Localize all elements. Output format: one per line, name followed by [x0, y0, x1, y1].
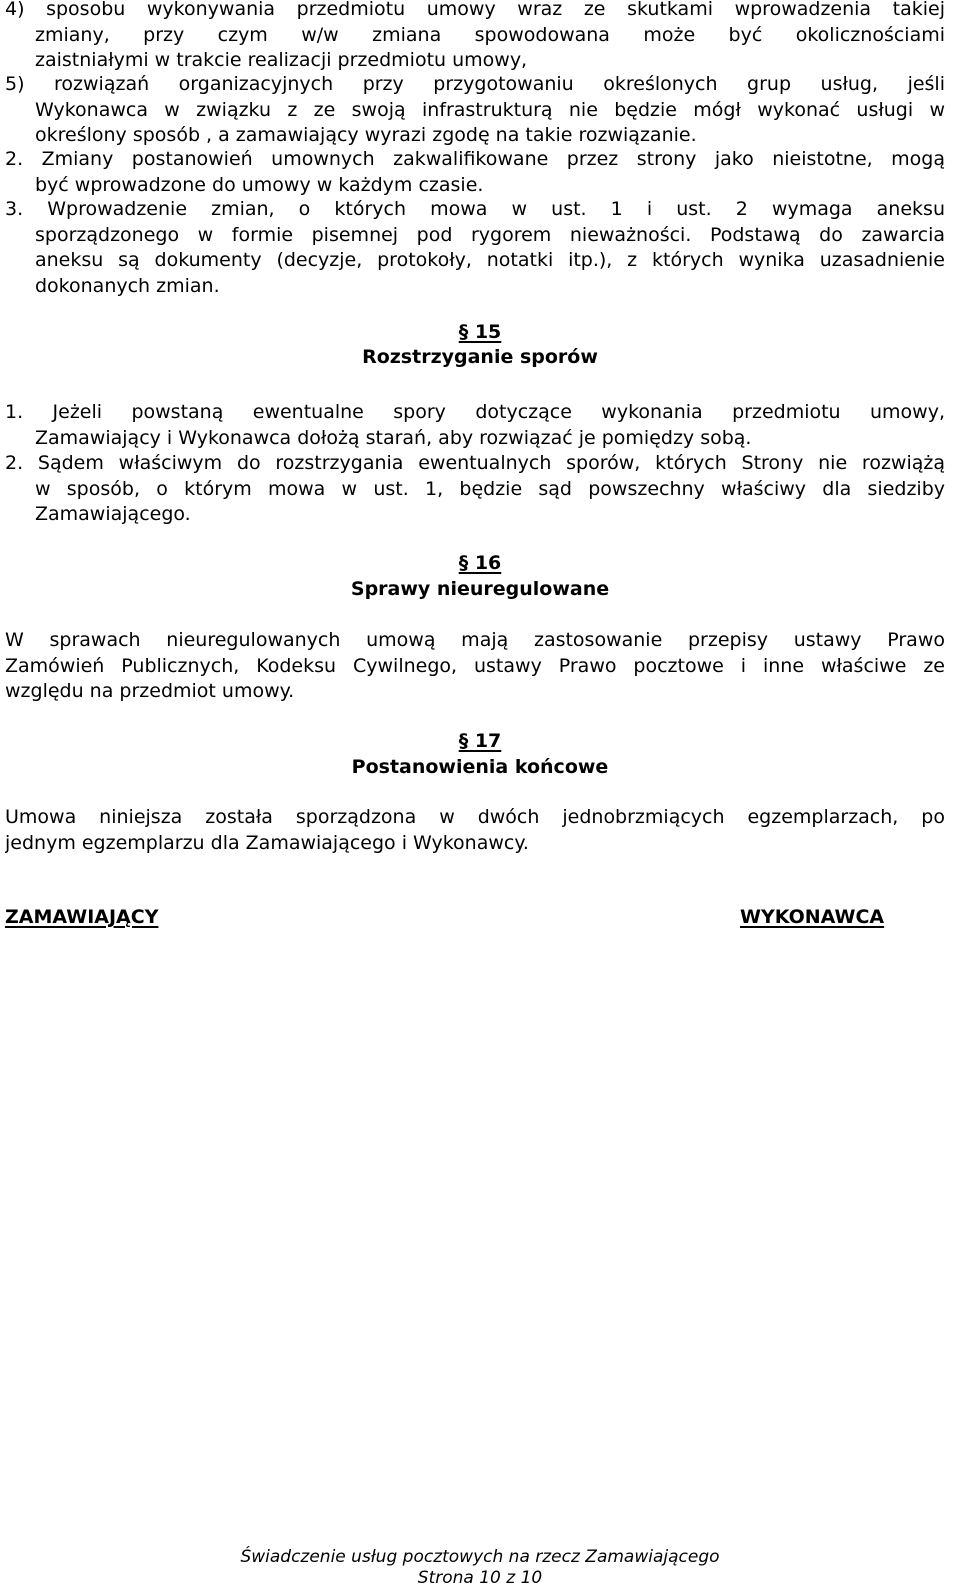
section-17-title: Postanowienia końcowe	[351, 756, 609, 778]
section-16-title: Sprawy nieuregulowane	[350, 578, 610, 600]
text-line: w sposób, o którym mowa w ust. 1, będzie sąd powszechny właściwy dla siedziby	[35, 477, 945, 500]
text-line: aneksu są dokumenty (decyzje, protokoły, notatki itp.), z których wynika uzasadnienie	[35, 249, 945, 271]
list-item-5	[5, 72, 945, 149]
footer-title: Świadczenie usług pocztowych na rzecz Zamawiającego	[240, 1547, 720, 1567]
text-line: zmiany, przy czym w/w zmiana spowodowana może być okolicznościami	[35, 23, 945, 46]
text-line: 5) rozwiązań organizacyjnych przy przygotowaniu określonych grup usług, jeśli	[5, 73, 945, 95]
text-line: W sprawach nieuregulowanych umową mają zastosowanie przepisy ustawy Prawo	[5, 629, 945, 651]
text-line: Wykonawca w związku z ze swoją infrastrukturą nie będzie mógł wykonać usługi w	[35, 98, 945, 121]
list-item-4	[5, 0, 945, 74]
text-line: Zamówień Publicznych, Kodeksu Cywilnego, ustawy Prawo pocztowe i inne właściwe ze	[5, 654, 945, 677]
text-line: dokonanych zmian.	[35, 274, 220, 297]
paragraph-3	[5, 197, 945, 299]
section-15-paragraph-1	[5, 400, 945, 451]
section-15-paragraph-2	[5, 451, 945, 528]
text-line: zaistniałymi w trakcie realizacji przedmiotu umowy,	[35, 49, 528, 71]
section-15-number: § 15	[458, 321, 502, 343]
text-line: 2. Sądem właściwym do rozstrzygania ewentualnych sporów, których Strony nie rozwiążą	[5, 452, 945, 474]
section-16-number: § 16	[458, 552, 502, 574]
text-line: względu na przedmiot umowy.	[5, 680, 295, 702]
text-line: jednym egzemplarzu dla Zamawiającego i Wykonawcy.	[5, 831, 529, 854]
text-line: 2. Zmiany postanowień umownych zakwalifikowane przez strony jako nieistotne, mogą	[5, 148, 945, 170]
section-15-title: Rozstrzyganie sporów	[362, 346, 598, 368]
text-line: Zamawiającego.	[35, 503, 191, 525]
signature-wykonawca: WYKONAWCA	[740, 906, 885, 928]
signature-zamawiajacy: ZAMAWIAJĄCY	[5, 906, 159, 928]
text-line: sporządzonego w formie pisemnej pod rygorem nieważności. Podstawą do zawarcia	[35, 223, 945, 246]
section-17-number: § 17	[458, 730, 502, 752]
footer-page-number: Strona 10 z 10	[417, 1568, 543, 1588]
text-line: być wprowadzone do umowy w każdym czasie.	[35, 173, 484, 196]
section-17-paragraph	[5, 805, 945, 856]
text-line: określony sposób , a zamawiający wyrazi zgodę na takie rozwiązanie.	[35, 124, 697, 146]
text-line: Umowa niniejsza została sporządzona w dwóch jednobrzmiących egzemplarzach, po	[5, 806, 945, 828]
text-line: 4) sposobu wykonywania przedmiotu umowy wraz ze skutkami wprowadzenia takiej	[5, 0, 945, 20]
section-16-paragraph	[5, 628, 945, 705]
text-line: 1. Jeżeli powstaną ewentualne spory dotyczące wykonania przedmiotu umowy,	[5, 401, 945, 423]
text-line: 3. Wprowadzenie zmian, o których mowa w ust. 1 i ust. 2 wymaga aneksu	[5, 198, 945, 220]
text-line: Zamawiający i Wykonawca dołożą starań, aby rozwiązać je pomiędzy sobą.	[35, 426, 752, 449]
paragraph-2	[5, 147, 945, 198]
